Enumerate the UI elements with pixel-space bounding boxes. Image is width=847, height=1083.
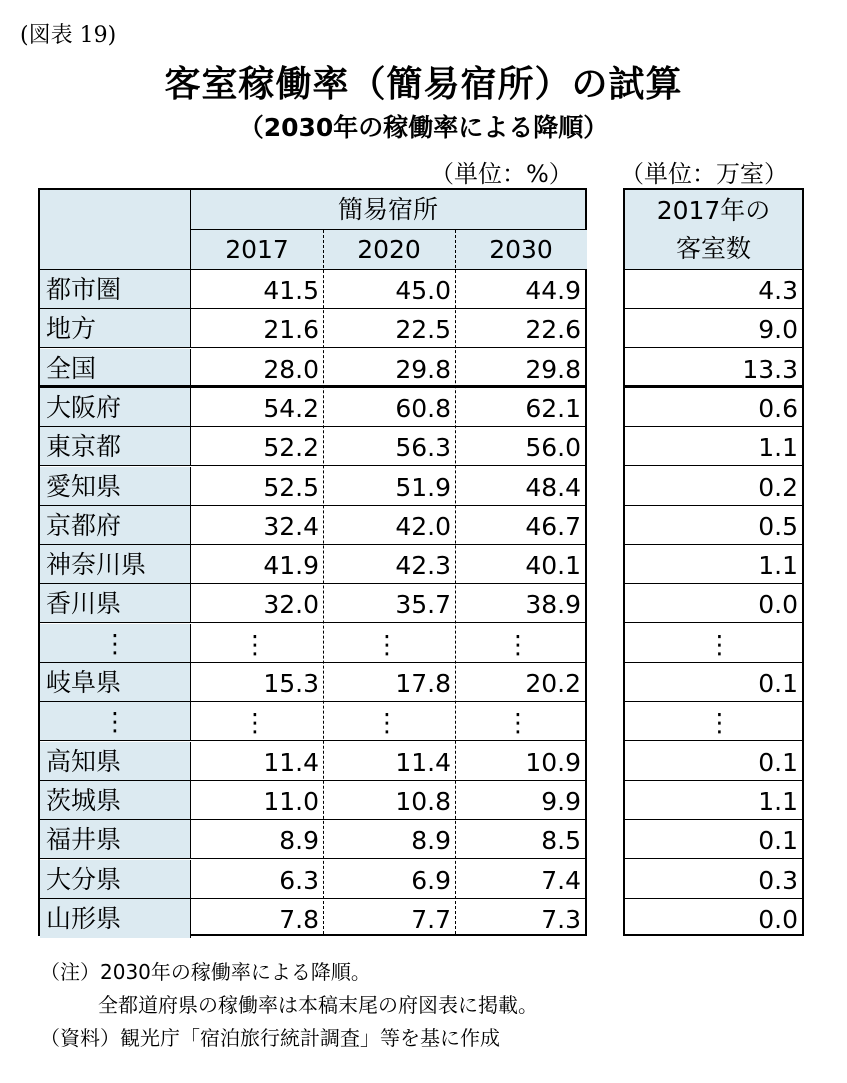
room-count-cell: 0.2: [625, 467, 802, 506]
value-cell: 10.9: [455, 742, 585, 781]
value-cell: 11.4: [323, 742, 455, 781]
table-row: [40, 506, 585, 545]
header-year-2017: 2017: [191, 230, 323, 270]
value-cell: 15.3: [191, 663, 323, 702]
value-cell: 44.9: [455, 270, 585, 309]
value-cell: 60.8: [323, 388, 455, 427]
table-row: [40, 388, 585, 427]
value-cell: 29.8: [455, 349, 585, 388]
table-row: [40, 702, 585, 741]
value-cell: 42.0: [323, 506, 455, 545]
header-blank-cell: [40, 190, 191, 270]
room-count-cell: 4.3: [625, 270, 802, 309]
room-count-cell: 13.3: [625, 349, 802, 388]
table-row: [40, 545, 585, 584]
value-cell: 29.8: [323, 349, 455, 388]
table-row: [40, 663, 585, 702]
table-row: [40, 427, 585, 466]
figure-label: (図表 19): [20, 23, 117, 48]
room-count-cell: 0.0: [625, 584, 802, 623]
value-cell: ⋮: [191, 624, 323, 663]
value-cell: 6.3: [191, 860, 323, 899]
table-row: [40, 309, 585, 348]
value-cell: 48.4: [455, 467, 585, 506]
row-label: 東京都: [40, 427, 191, 466]
header-room-count: [625, 190, 802, 270]
value-cell: 54.2: [191, 388, 323, 427]
value-cell: 8.9: [191, 820, 323, 859]
value-cell: 7.7: [411, 904, 451, 934]
value-cell: 7.4: [455, 860, 585, 899]
row-label: 地方: [40, 309, 191, 348]
row-label: 山形県: [40, 899, 191, 938]
table-row: [40, 742, 585, 781]
notes: [40, 956, 538, 1055]
room-count-cell: ⋮: [625, 702, 802, 741]
note-sort-order: （注）2030年の稼働率による降順。: [40, 960, 371, 984]
row-label: 愛知県: [40, 467, 191, 506]
value-cell: 56.3: [323, 427, 455, 466]
value-cell: 52.2: [191, 427, 323, 466]
unit-label-rooms: （単位：万室）: [620, 160, 788, 188]
room-count-cell: ⋮: [625, 624, 802, 663]
value-cell: 51.9: [323, 467, 455, 506]
page-title: 客室稼働率（簡易宿所）の試算: [164, 64, 683, 105]
header-room-count-line1: 2017年の: [656, 196, 771, 225]
room-count-cell: 0.1: [625, 663, 802, 702]
occupancy-rate-table: [38, 188, 587, 936]
row-label: 高知県: [40, 742, 191, 781]
table-row: [40, 270, 585, 309]
value-cell: 20.2: [455, 663, 585, 702]
value-cell: 7.3: [541, 904, 581, 934]
value-cell: ⋮: [323, 702, 455, 741]
row-label: 大分県: [40, 860, 191, 899]
value-cell: 8.9: [323, 820, 455, 859]
value-cell: 56.0: [455, 427, 585, 466]
value-cell: 62.1: [455, 388, 585, 427]
value-cell: 35.7: [323, 584, 455, 623]
note-full-list: 全都道府県の稼働率は本稿末尾の府図表に掲載。: [98, 993, 538, 1017]
table-row: [40, 860, 585, 899]
table-row: [40, 584, 585, 623]
row-label: 全国: [40, 349, 191, 388]
value-cell: 41.9: [191, 545, 323, 584]
unit-label-percent: （単位：%）: [430, 160, 573, 188]
value-cell: 11.0: [191, 781, 323, 820]
room-count-cell: 1.1: [625, 427, 802, 466]
value-cell: ⋮: [323, 624, 455, 663]
value-cell: 32.0: [191, 584, 323, 623]
value-cell: 8.5: [455, 820, 585, 859]
value-cell: 21.6: [191, 309, 323, 348]
row-label: 大阪府: [40, 388, 191, 427]
value-cell: 42.3: [323, 545, 455, 584]
row-label: 都市圏: [40, 270, 191, 309]
page-subtitle: （2030年の稼働率による降順）: [238, 113, 609, 142]
value-cell: ⋮: [455, 624, 585, 663]
room-count-table: [623, 188, 804, 936]
value-cell: 32.4: [191, 506, 323, 545]
value-cell: 46.7: [455, 506, 585, 545]
header-simple-lodging: 簡易宿所: [191, 190, 585, 230]
value-cell: 40.1: [455, 545, 585, 584]
room-count-cell: 0.6: [625, 388, 802, 427]
value-cell: ⋮: [191, 702, 323, 741]
value-cell: 17.8: [323, 663, 455, 702]
value-cell: 22.6: [455, 309, 585, 348]
value-cell: 11.4: [191, 742, 323, 781]
header-year-2020: 2020: [323, 230, 455, 270]
value-cell: 28.0: [191, 349, 323, 388]
room-count-cell: 0.0: [758, 904, 798, 934]
value-cell: 10.8: [323, 781, 455, 820]
room-count-cell: 1.1: [625, 781, 802, 820]
note-source: （資料）観光庁「宿泊旅行統計調査」等を基に作成: [40, 1026, 500, 1050]
value-cell: 38.9: [455, 584, 585, 623]
value-cell: 7.8: [279, 904, 319, 934]
room-count-cell: 9.0: [625, 309, 802, 348]
table-row: [40, 624, 585, 663]
header-room-count-line2: 客室数: [675, 234, 751, 263]
table-row: [40, 899, 585, 938]
table-row: [40, 781, 585, 820]
row-label: 京都府: [40, 506, 191, 545]
row-label: 岐阜県: [40, 663, 191, 702]
table-row: [40, 467, 585, 506]
value-cell: 6.9: [323, 860, 455, 899]
row-label: ⋮: [40, 624, 191, 663]
room-count-cell: 1.1: [625, 545, 802, 584]
row-label: ⋮: [40, 702, 191, 741]
header-year-2030: 2030: [455, 230, 587, 270]
table-row: [40, 349, 585, 388]
row-label: 福井県: [40, 820, 191, 859]
value-cell: 45.0: [323, 270, 455, 309]
room-count-cell: 0.1: [625, 742, 802, 781]
table-row: [40, 820, 585, 859]
value-cell: 22.5: [323, 309, 455, 348]
row-label: 香川県: [40, 584, 191, 623]
room-count-cell: 0.1: [625, 820, 802, 859]
room-count-cell: 0.5: [625, 506, 802, 545]
value-cell: 9.9: [455, 781, 585, 820]
value-cell: 41.5: [191, 270, 323, 309]
room-count-cell: 0.3: [625, 860, 802, 899]
row-label: 神奈川県: [40, 545, 191, 584]
row-label: 茨城県: [40, 781, 191, 820]
value-cell: 52.5: [191, 467, 323, 506]
value-cell: ⋮: [455, 702, 585, 741]
